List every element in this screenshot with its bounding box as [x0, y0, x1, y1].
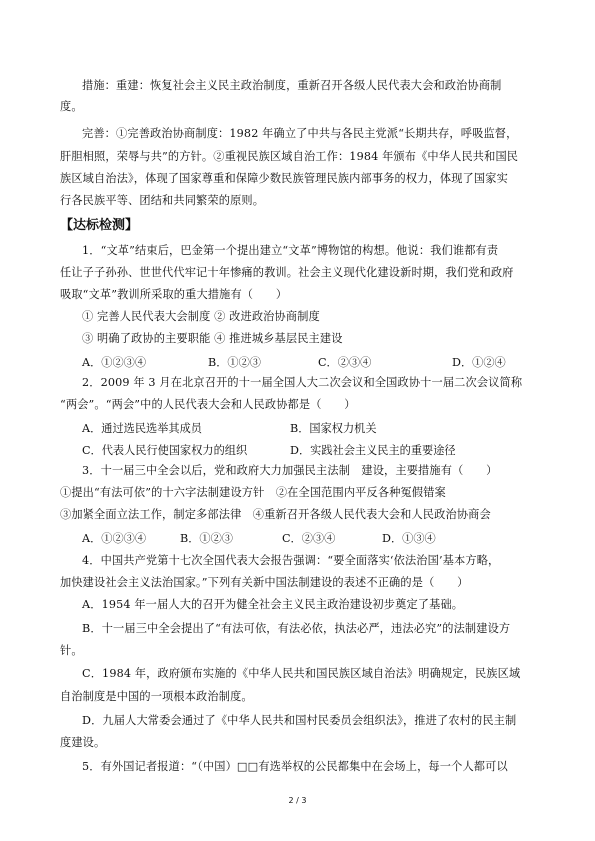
- improve-line-4: 行各民族平等、团结和共同繁荣的原则。: [60, 194, 265, 207]
- q4-option-d-line-1[interactable]: D．九届人大常委会通过了《中华人民共和国村民委员会组织法》，推进了农村的民主制: [82, 714, 517, 727]
- q4-stem-line-1: 4．中国共产党第十七次全国代表大会报告强调：“要全面落实‘依法治国’基本方略，: [82, 554, 500, 567]
- q2-option-a[interactable]: A．通过选民选举其成员: [82, 422, 202, 435]
- improve-line-3: 族区域自治法》，体现了国家尊重和保障少数民族管理民族内部事务的权力，体现了国家实: [60, 172, 508, 185]
- q4-option-c-line-1[interactable]: C．1984 年，政府颁布实施的《中华人民共和国民族区域自治法》明确规定，民族区域: [82, 667, 521, 680]
- page-number: 2 / 3: [288, 796, 307, 805]
- measures-line-2: 度。: [60, 100, 83, 113]
- q1-stem-line-1: 1．“文革”结束后，巴金第一个提出建立“文革”博物馆的构想。他说：我们谁都有责: [82, 244, 499, 257]
- q1-option-a[interactable]: A．①②③④: [82, 356, 147, 369]
- q2-stem-line-2: “两会”。“两会”中的人民代表大会和人民政协都是（ ）: [60, 398, 356, 411]
- q3-option-d[interactable]: D．①③④: [382, 532, 436, 545]
- q3-statements-line-1: ①提出“有法可依”的十六字法制建设方针 ②在全国范围内平反各种冤假错案: [60, 486, 446, 499]
- q1-statements-line-2: ③ 明确了政协的主要职能 ④ 推进城乡基层民主建设: [82, 332, 343, 345]
- measures-line-1: 措施：重建：恢复社会主义民主政治制度，重新召开各级人民代表大会和政治协商制: [82, 79, 502, 92]
- q1-stem-line-3: 吸取“文革”教训所采取的重大措施有（ ）: [60, 288, 288, 301]
- q2-option-d[interactable]: D．实践社会主义民主的重要途径: [290, 444, 456, 457]
- q2-stem-line-1: 2．2009 年 3 月在北京召开的十一届全国人大二次会议和全国政协十一届二次会议简称: [82, 376, 523, 389]
- q4-option-a[interactable]: A．1954 年一届人大的召开为健全社会主义民主政治建设初步奠定了基础。: [82, 598, 464, 611]
- q1-option-b[interactable]: B．①②③: [208, 356, 261, 369]
- improve-line-1: 完善：①完善政治协商制度：1982 年确立了中共与各民主党派“长期共存，呼吸监督，: [82, 127, 518, 140]
- q4-stem-line-2: 加快建设社会主义法治国家。”下列有关新中国法制建设的表述不正确的是（ ）: [60, 576, 469, 589]
- q3-statements-line-2: ③加紧全面立法工作，制定多部法律 ④重新召开各级人民代表大会和人民政治协商会: [60, 508, 491, 521]
- q3-option-a[interactable]: A．①②③④: [82, 532, 147, 545]
- q2-option-c[interactable]: C．代表人民行使国家权力的组织: [82, 444, 248, 457]
- q5-stem-line-1: 5．有外国记者报道：“（中国）□□有选举权的公民都集中在会场上，每一个人都可以: [82, 760, 508, 773]
- q3-stem-line-1: 3．十一届三中全会以后，党和政府大力加强民主法制 建设，主要措施有（ ）: [82, 464, 498, 477]
- q4-option-b-line-1[interactable]: B．十一届三中全会提出了“有法可依，有法必依，执法必严，违法必究”的法制建设方: [82, 622, 511, 635]
- q4-option-b-line-2: 针。: [60, 644, 83, 657]
- improve-line-2: 肝胆相照，荣辱与共”的方针。②重视民族区域自治工作：1984 年颁布《中华人民共和国民: [60, 150, 519, 163]
- q1-option-d[interactable]: D．①②④: [452, 356, 506, 369]
- q3-option-b[interactable]: B．①②③: [180, 532, 233, 545]
- section-title: 【达标检测】: [60, 218, 139, 233]
- q1-option-c[interactable]: C．②③④: [318, 356, 372, 369]
- q2-option-b[interactable]: B．国家权力机关: [290, 422, 377, 435]
- q3-option-c[interactable]: C．②③④: [282, 532, 336, 545]
- q4-option-d-line-2: 度建设。: [60, 736, 106, 749]
- q4-option-c-line-2: 自治制度是中国的一项根本政治制度。: [60, 690, 253, 703]
- q1-stem-line-2: 任让子子孙孙、世世代代牢记十年惨痛的教训。社会主义现代化建设新时期，我们党和政府: [60, 266, 514, 279]
- q1-statements-line-1: ① 完善人民代表大会制度 ② 改进政治协商制度: [82, 310, 320, 323]
